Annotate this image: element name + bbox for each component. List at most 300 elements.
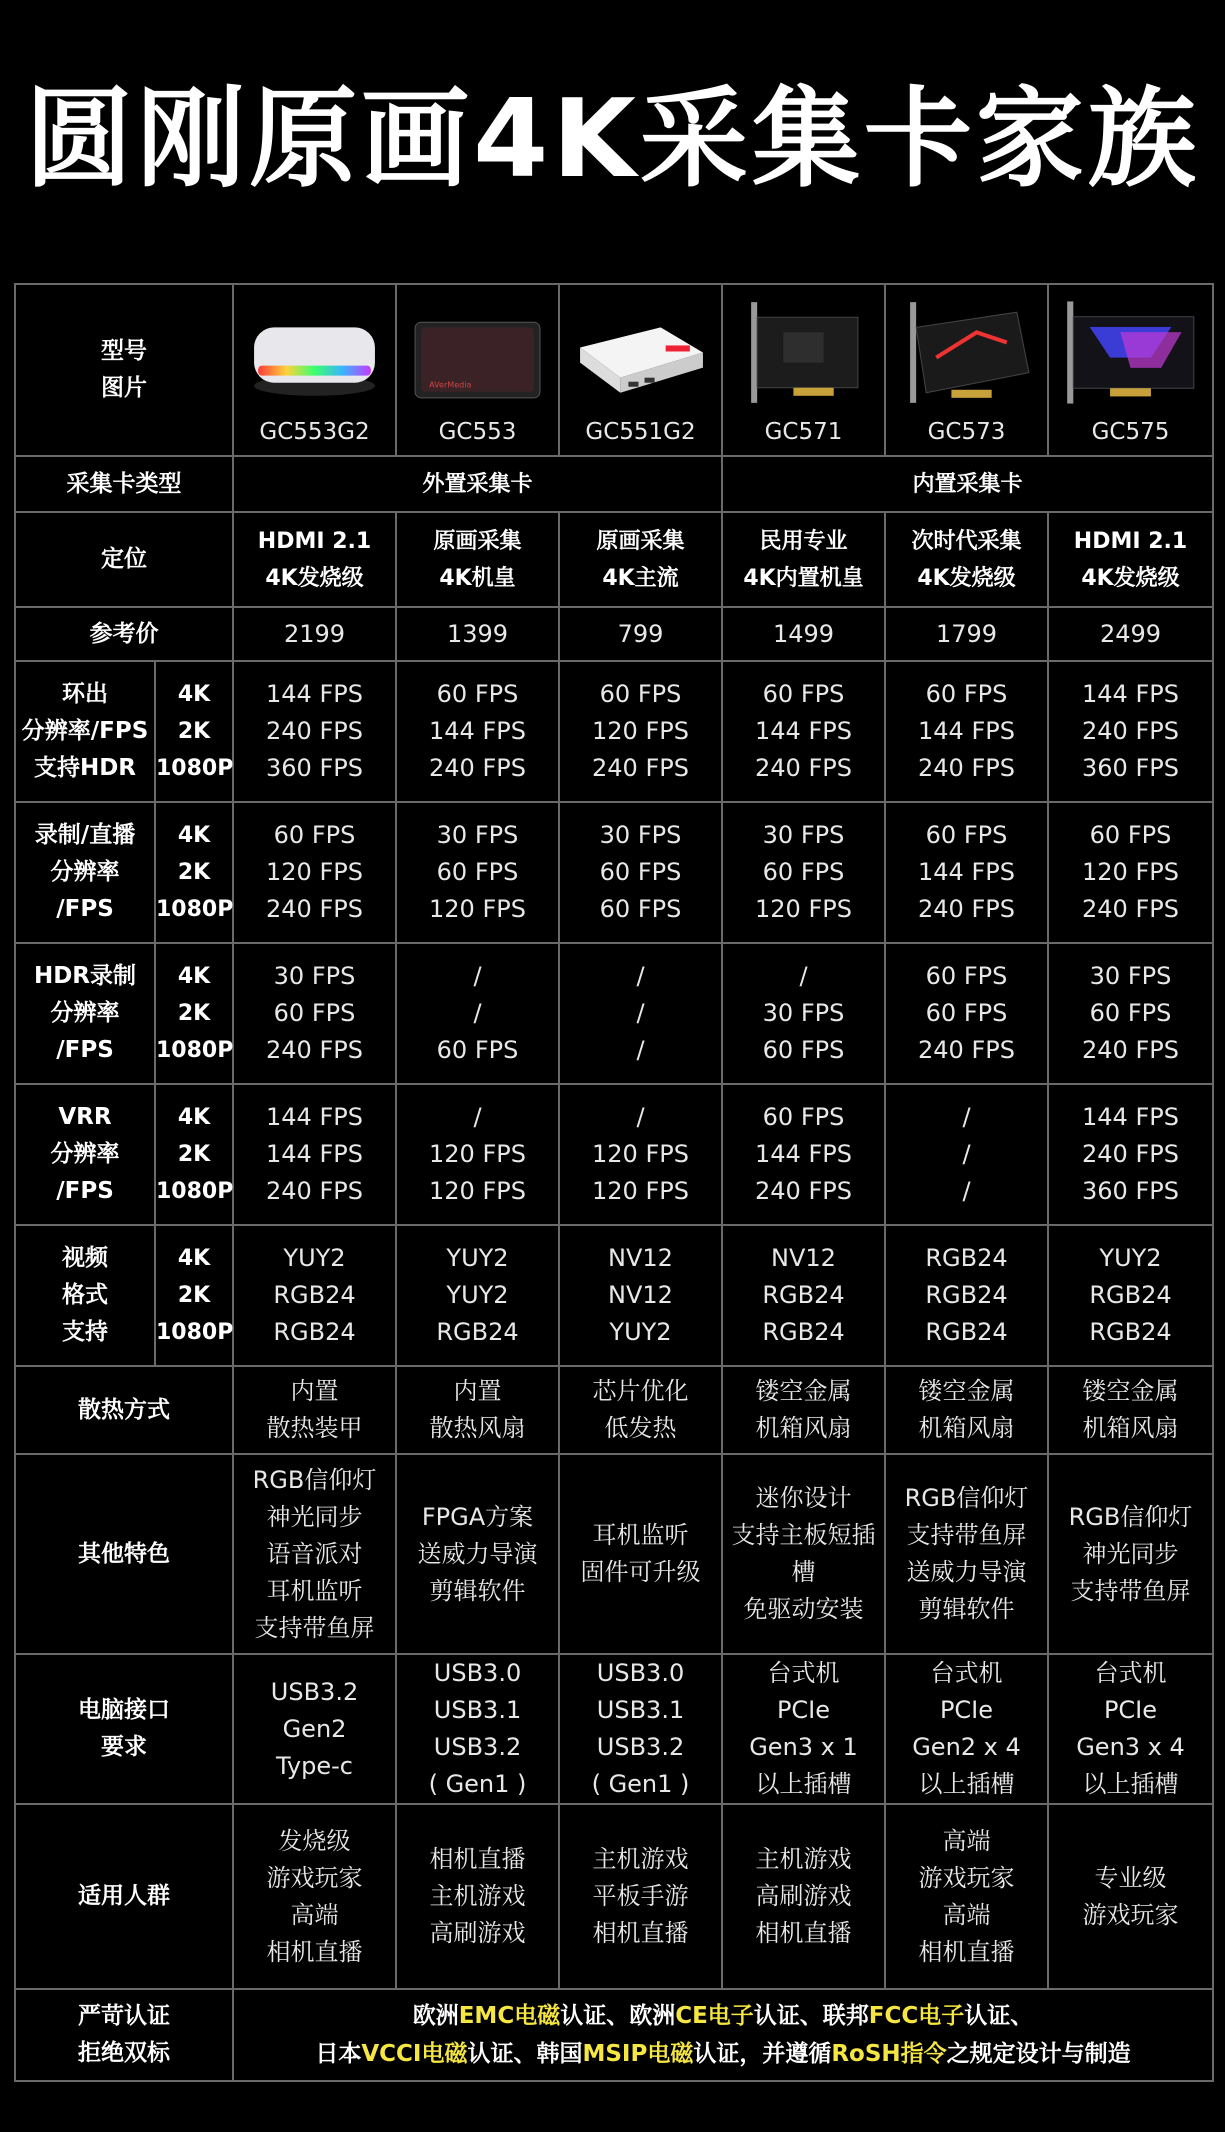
cell-line: 主机游戏 (429, 1882, 526, 1910)
features-cell (1048, 1454, 1213, 1654)
passthrough-cell (233, 661, 396, 802)
record-cell (1048, 802, 1213, 943)
cell-line: 360 FPS (1082, 1177, 1179, 1205)
cell-line: RGB24 (925, 1281, 1008, 1309)
price_row-label: 参考价 (15, 607, 233, 661)
cell-line: 环出 (62, 681, 108, 707)
position_row-cell (1048, 512, 1213, 607)
model-name: GC553G2 (259, 419, 370, 445)
cell-line: 240 FPS (918, 895, 1015, 923)
cert-fragment: CE电子 (675, 2003, 754, 2029)
cell-line: 60 FPS (436, 1036, 519, 1064)
cell-line: 144 FPS (429, 717, 526, 745)
vrr-cell (233, 1084, 396, 1225)
cell-line: Type-c (276, 1751, 353, 1780)
product-cell (233, 284, 396, 456)
cell-line: 台式机 (1094, 1659, 1167, 1687)
cell-line: 30 FPS (1089, 962, 1172, 990)
cell-line: 240 FPS (918, 1036, 1015, 1064)
audience-cell (722, 1804, 885, 1989)
hdr_record-cell (722, 943, 885, 1084)
features-cell (722, 1454, 885, 1654)
cell-line: 镂空金属 (755, 1377, 852, 1405)
cell-line: 耳机监听 (266, 1576, 363, 1605)
video_format-cell (1048, 1225, 1213, 1366)
cell-line: 剪辑软件 (429, 1576, 526, 1605)
product-image (570, 295, 711, 410)
cell-line: 30 FPS (599, 821, 682, 849)
cell-line: 1080P (156, 1179, 234, 1204)
cell-line: USB3.2 (270, 1677, 359, 1706)
cell-line: RGB24 (925, 1318, 1008, 1346)
cert-fragment: 日本 (315, 2041, 362, 2067)
resolution-labels (155, 1084, 233, 1225)
cell-line: USB3.2 (433, 1733, 522, 1761)
cert-text (233, 1989, 1213, 2081)
cell-line: ( Gen1 ) (591, 1770, 690, 1798)
features-label: 其他特色 (15, 1454, 233, 1654)
cell-line: / (473, 962, 482, 990)
position_row-cell (559, 512, 722, 607)
cell-line: 120 FPS (429, 1177, 526, 1205)
cell-line: 游戏玩家 (266, 1863, 363, 1892)
product-image (407, 295, 548, 410)
cell-line: 4K (177, 1105, 211, 1130)
cell-line: 240 FPS (918, 754, 1015, 782)
cell-line: 1080P (156, 897, 234, 922)
cell-line: / (962, 1140, 971, 1168)
cell-line: 240 FPS (1082, 717, 1179, 745)
type-label: 采集卡类型 (15, 456, 233, 512)
vrr-cell (885, 1084, 1048, 1225)
hdr_record-cell (559, 943, 722, 1084)
cell-line: 60 FPS (436, 858, 519, 886)
product-image (244, 295, 385, 410)
cell-line: 支持带鱼屏 (254, 1613, 375, 1642)
resolution-labels (155, 1225, 233, 1366)
cell-line: 240 FPS (1082, 1140, 1179, 1168)
cert-fragment: VCCI电磁 (361, 2041, 468, 2067)
product-image (896, 295, 1037, 410)
cell-line: 以上插槽 (918, 1770, 1015, 1798)
resolution-labels (155, 943, 233, 1084)
cell-line: 60 FPS (273, 999, 356, 1027)
cell-line: 60 FPS (925, 821, 1008, 849)
resolution-labels (155, 661, 233, 802)
cell-line: 120 FPS (429, 895, 526, 923)
cell-line: 以上插槽 (1082, 1770, 1179, 1798)
cell-line: 相机直播 (266, 1937, 363, 1966)
passthrough-cell (1048, 661, 1213, 802)
vrr-cell (1048, 1084, 1213, 1225)
cooling-cell (722, 1366, 885, 1454)
cell-line: 芯片优化 (592, 1377, 689, 1405)
cell-line: Gen3 x 4 (1076, 1733, 1185, 1761)
cell-line: 固件可升级 (580, 1558, 701, 1586)
interface-cell (1048, 1654, 1213, 1804)
cell-line: 60 FPS (925, 680, 1008, 708)
position_row-label: 定位 (15, 512, 233, 607)
cell-line: PCIe (1103, 1696, 1158, 1724)
record-cell (559, 802, 722, 943)
cell-line: 分辨率 (50, 1000, 120, 1026)
cell-line: 严苛认证 (78, 2003, 170, 2029)
record-cell (233, 802, 396, 943)
cell-line: 60 FPS (599, 895, 682, 923)
interface-cell (885, 1654, 1048, 1804)
cell-line: 120 FPS (592, 1177, 689, 1205)
cell-line: 支持 (62, 1319, 108, 1345)
cell-line: 内置 (290, 1377, 339, 1405)
cell-line: 4K内置机皇 (743, 565, 864, 591)
interface-cell (233, 1654, 396, 1804)
cell-line: 视频 (62, 1245, 108, 1271)
cell-line: 录制/直播 (34, 822, 136, 848)
model-name: GC575 (1091, 419, 1170, 445)
cell-line: 60 FPS (1089, 821, 1172, 849)
cooling-cell (885, 1366, 1048, 1454)
video_format-cell (885, 1225, 1048, 1366)
cell-line: 原画采集 (433, 528, 522, 554)
cell-line: 30 FPS (762, 821, 845, 849)
price_row-cell: 2499 (1048, 607, 1213, 661)
cell-line: / (962, 1103, 971, 1131)
svg-text:AVerMedia: AVerMedia (429, 380, 472, 390)
cert-fragment: 欧洲 (412, 2003, 459, 2029)
cell-line: 120 FPS (592, 1140, 689, 1168)
cell-line: 高端 (290, 1900, 339, 1929)
cell-line: 60 FPS (273, 821, 356, 849)
cell-line: 60 FPS (436, 680, 519, 708)
record-cell (722, 802, 885, 943)
cell-line: 240 FPS (429, 754, 526, 782)
cell-line: 240 FPS (755, 754, 852, 782)
cell-line: 240 FPS (266, 1177, 363, 1205)
cell-line: 240 FPS (266, 717, 363, 745)
cell-line: 144 FPS (1082, 680, 1179, 708)
audience-cell (396, 1804, 559, 1989)
cell-line: 2K (177, 1142, 211, 1167)
cell-line: 2K (177, 719, 211, 744)
cell-line: 镂空金属 (1082, 1377, 1179, 1405)
cert-fragment: 认证，并遵循 (693, 2041, 832, 2067)
cell-line: 360 FPS (1082, 754, 1179, 782)
cell-line: 120 FPS (755, 895, 852, 923)
cell-line: 144 FPS (266, 680, 363, 708)
cell-line: HDMI 2.1 (257, 528, 372, 554)
cell-line: / (636, 1036, 645, 1064)
product-cell (1048, 284, 1213, 456)
cell-line: 高刷游戏 (429, 1919, 526, 1947)
product-cell (885, 284, 1048, 456)
cell-line: YUY2 (446, 1244, 509, 1272)
cell-line: 电脑接口 (78, 1697, 170, 1723)
cooling-cell (396, 1366, 559, 1454)
product-cell (396, 284, 559, 456)
cell-line: 主机游戏 (592, 1845, 689, 1873)
cell-line: PCIe (939, 1696, 994, 1724)
cell-line: 144 FPS (266, 1140, 363, 1168)
interface-cell (559, 1654, 722, 1804)
cell-line: 30 FPS (436, 821, 519, 849)
cert-fragment: MSIP电磁 (582, 2041, 694, 2067)
audience-cell (559, 1804, 722, 1989)
cooling-cell (233, 1366, 396, 1454)
cell-line: 4K (177, 1246, 211, 1271)
cell-line: 144 FPS (266, 1103, 363, 1131)
hdr_record-cell (1048, 943, 1213, 1084)
cell-line: 4K机皇 (439, 565, 516, 591)
price_row-cell: 2199 (233, 607, 396, 661)
cooling-cell (559, 1366, 722, 1454)
cell-line: NV12 (608, 1281, 673, 1309)
cert-fragment: 认证、韩国 (467, 2041, 583, 2067)
cell-line: 240 FPS (592, 754, 689, 782)
cooling-label: 散热方式 (15, 1366, 233, 1454)
cell-line: 支持带鱼屏 (1070, 1576, 1191, 1605)
cell-line: 散热装甲 (266, 1414, 363, 1442)
cell-line: 台式机 (930, 1659, 1003, 1687)
cell-line: 图片 (101, 375, 147, 401)
model-name: GC573 (927, 419, 1006, 445)
cell-line: 镂空金属 (918, 1377, 1015, 1405)
cell-line: PCIe (776, 1696, 831, 1724)
cell-line: 格式 (62, 1282, 108, 1308)
cell-line: NV12 (771, 1244, 836, 1272)
cell-line: 分辨率 (50, 859, 120, 885)
cell-line: 4K (177, 964, 211, 989)
cell-line: 专业级 (1094, 1863, 1167, 1892)
video_format-cell (233, 1225, 396, 1366)
cell-line: / (962, 1177, 971, 1205)
cell-line: 原画采集 (596, 528, 685, 554)
passthrough-cell (559, 661, 722, 802)
cell-line: 送威力导演 (417, 1539, 538, 1568)
cell-line: RGB24 (436, 1318, 519, 1346)
cell-line: 神光同步 (1082, 1539, 1179, 1568)
cell-line: / (473, 1103, 482, 1131)
cooling-cell (1048, 1366, 1213, 1454)
cell-line: RGB信仰灯 (904, 1484, 1029, 1512)
video_format-cell (559, 1225, 722, 1366)
passthrough-cell (396, 661, 559, 802)
cell-line: 2K (177, 1283, 211, 1308)
cell-line: 高刷游戏 (755, 1882, 852, 1910)
product-cell (559, 284, 722, 456)
cell-line: /FPS (56, 1178, 114, 1204)
price_row-cell: 1499 (722, 607, 885, 661)
cell-line: 240 FPS (266, 1036, 363, 1064)
cell-line: 4K主流 (602, 565, 679, 591)
cell-line: Gen2 (282, 1714, 347, 1743)
cell-line: 支持HDR (33, 755, 137, 781)
cell-line: 30 FPS (273, 962, 356, 990)
cell-line: 360 FPS (266, 754, 363, 782)
cell-line: 次时代采集 (911, 528, 1022, 554)
cell-line: 以上插槽 (755, 1770, 852, 1798)
cell-line: 要求 (101, 1734, 147, 1760)
cell-line: / (473, 999, 482, 1027)
record-cell (396, 802, 559, 943)
cell-line: USB3.1 (596, 1696, 685, 1724)
cell-line: 120 FPS (592, 717, 689, 745)
cell-line: 分辨率 (50, 1141, 120, 1167)
record-label (15, 802, 155, 943)
cell-line: 相机直播 (429, 1845, 526, 1873)
cell-line: 2K (177, 1001, 211, 1026)
cell-line: 送威力导演 (906, 1558, 1027, 1586)
hdr_record-cell (885, 943, 1048, 1084)
model-name: GC553 (438, 419, 517, 445)
cell-line: FPGA方案 (421, 1502, 534, 1531)
cell-line: RGB24 (762, 1281, 845, 1309)
cell-line: 支持带鱼屏 (906, 1521, 1027, 1549)
cell-line: /FPS (56, 1037, 114, 1063)
cell-line: 机箱风扇 (1082, 1414, 1179, 1442)
video_format-cell (722, 1225, 885, 1366)
cell-line: 30 FPS (762, 999, 845, 1027)
cell-line: 120 FPS (429, 1140, 526, 1168)
cell-line: ( Gen1 ) (428, 1770, 527, 1798)
cert-line (234, 2035, 1212, 2073)
cell-line: RGB24 (1089, 1318, 1172, 1346)
features-cell (233, 1454, 396, 1654)
cell-line: 60 FPS (762, 858, 845, 886)
resolution-labels (155, 802, 233, 943)
passthrough-cell (722, 661, 885, 802)
page-title: 圆刚原画4K采集卡家族 (25, 77, 1200, 202)
cell-line: 机箱风扇 (918, 1414, 1015, 1442)
audience-cell (233, 1804, 396, 1989)
interface-cell (396, 1654, 559, 1804)
cell-line: 60 FPS (599, 858, 682, 886)
features-cell (559, 1454, 722, 1654)
cell-line: HDR录制 (33, 963, 137, 989)
cert-fragment: 之规定设计与制造 (946, 2041, 1131, 2067)
cell-line: / (799, 962, 808, 990)
record-cell (885, 802, 1048, 943)
cell-line: HDMI 2.1 (1073, 528, 1188, 554)
passthrough-label (15, 661, 155, 802)
price_row-cell: 799 (559, 607, 722, 661)
position_row-cell (885, 512, 1048, 607)
model-name: GC551G2 (585, 419, 696, 445)
cell-line: 240 FPS (266, 895, 363, 923)
cell-line: 120 FPS (1082, 858, 1179, 886)
cell-line: RGB24 (762, 1318, 845, 1346)
cell-line: 144 FPS (918, 717, 1015, 745)
spec-table (14, 283, 1214, 2082)
cell-line: USB3.0 (433, 1659, 522, 1687)
cell-line: 4K发烧级 (917, 565, 1016, 591)
audience-label: 适用人群 (15, 1804, 233, 1989)
cell-line: VRR (58, 1104, 112, 1130)
model-name: GC571 (764, 419, 843, 445)
cell-line: 60 FPS (762, 680, 845, 708)
cell-line: Gen3 x 1 (749, 1733, 858, 1761)
cell-line: 台式机 (767, 1659, 840, 1687)
cell-line: 60 FPS (599, 680, 682, 708)
cell-line: 4K (177, 682, 211, 707)
cert-fragment: FCC电子 (868, 2003, 965, 2029)
product-cell (722, 284, 885, 456)
cell-line: 低发热 (604, 1414, 677, 1442)
cell-line: 2K (177, 860, 211, 885)
cell-line: 游戏玩家 (1082, 1900, 1179, 1929)
cell-line: / (636, 1103, 645, 1131)
product-image (733, 295, 874, 410)
cell-line: 高端 (942, 1826, 991, 1855)
cell-line: 240 FPS (1082, 1036, 1179, 1064)
cell-line: 4K发烧级 (265, 565, 364, 591)
cell-line: 免驱动安装 (743, 1595, 864, 1623)
cert-line (234, 1997, 1212, 2035)
product-image (1059, 295, 1202, 410)
position_row-cell (722, 512, 885, 607)
cell-line: RGB信仰灯 (1068, 1502, 1193, 1531)
audience-cell (885, 1804, 1048, 1989)
cell-line: 迷你设计 (755, 1484, 852, 1512)
cell-line: 1080P (156, 1038, 234, 1063)
hdr_record-cell (233, 943, 396, 1084)
cell-line: /FPS (56, 896, 114, 922)
cell-line: 平板手游 (592, 1882, 689, 1910)
position_row-cell (233, 512, 396, 607)
passthrough-cell (885, 661, 1048, 802)
cell-line: 144 FPS (755, 717, 852, 745)
type-internal: 内置采集卡 (722, 456, 1213, 512)
cell-line: 语音派对 (266, 1539, 363, 1568)
cell-line: Gen2 x 4 (912, 1733, 1021, 1761)
cell-line: 相机直播 (918, 1937, 1015, 1966)
hdr_record-label (15, 943, 155, 1084)
cell-line: 4K发烧级 (1081, 565, 1180, 591)
cell-line: 散热风扇 (429, 1414, 526, 1442)
vrr-cell (722, 1084, 885, 1225)
interface-cell (722, 1654, 885, 1804)
cell-line: 耳机监听 (592, 1521, 689, 1549)
cell-line: NV12 (608, 1244, 673, 1272)
hdr_record-cell (396, 943, 559, 1084)
type-external: 外置采集卡 (233, 456, 722, 512)
cert-fragment: 认证、 (964, 2003, 1034, 2029)
cell-line: 游戏玩家 (918, 1863, 1015, 1892)
cell-line: / (636, 962, 645, 990)
cell-line: 4K (177, 823, 211, 848)
cert-fragment: RoSH指令 (831, 2041, 947, 2067)
cell-line: 60 FPS (762, 1036, 845, 1064)
cell-line: 剪辑软件 (918, 1595, 1015, 1623)
cell-line: / (636, 999, 645, 1027)
cell-line: 60 FPS (762, 1103, 845, 1131)
cell-line: 60 FPS (925, 962, 1008, 990)
cell-line: 神光同步 (266, 1502, 363, 1531)
cell-line: 发烧级 (278, 1826, 351, 1855)
vrr-cell (396, 1084, 559, 1225)
position_row-cell (396, 512, 559, 607)
header-label (15, 284, 233, 456)
cell-line: RGB24 (925, 1244, 1008, 1272)
features-cell (885, 1454, 1048, 1654)
price_row-cell: 1399 (396, 607, 559, 661)
cert-label (15, 1989, 233, 2081)
cell-line: 主机游戏 (755, 1845, 852, 1873)
cell-line: 144 FPS (1082, 1103, 1179, 1131)
cell-line: YUY2 (446, 1281, 509, 1309)
cell-line: 1080P (156, 756, 234, 781)
audience-cell (1048, 1804, 1213, 1989)
cell-line: YUY2 (609, 1318, 672, 1346)
